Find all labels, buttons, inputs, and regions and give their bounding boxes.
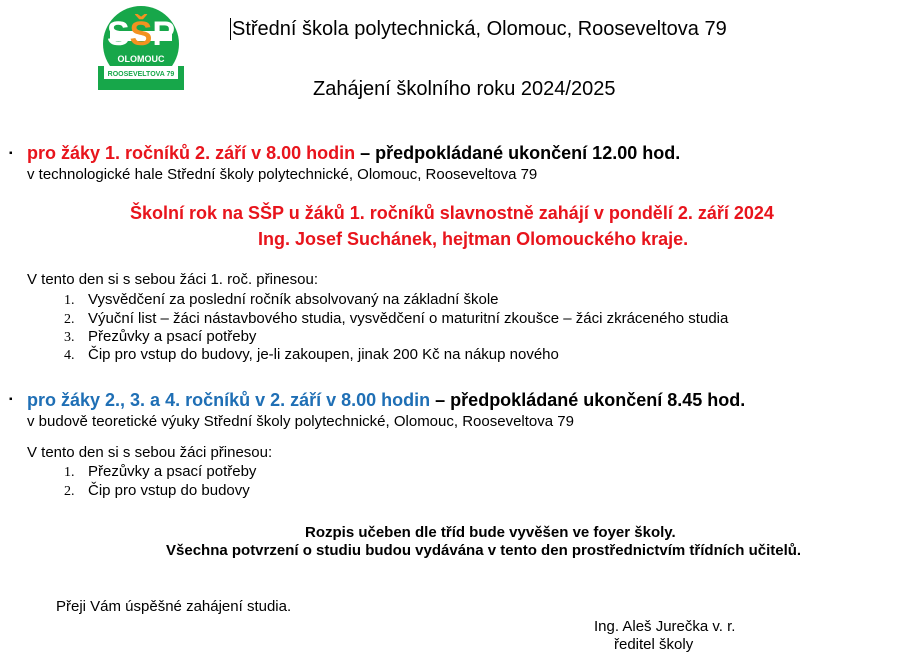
logo-street: ROOSEVELTOVA 79 — [107, 71, 175, 78]
list-number: 3. — [64, 330, 75, 345]
section1-intro: V tento den si s sebou žáci 1. roč. přinesou: — [27, 271, 318, 288]
list-number: 2. — [64, 312, 75, 327]
list-item — [64, 291, 499, 309]
list-number: 4. — [64, 348, 75, 363]
school-name: Střední škola polytechnická, Olomouc, Rooseveltova 79 — [232, 18, 727, 40]
bullet-icon: ▪ — [9, 148, 13, 159]
signature-name: Ing. Aleš Jurečka v. r. — [594, 618, 736, 635]
text-cursor — [230, 18, 231, 40]
closing-wish: Přeji Vám úspěšné zahájení studia. — [56, 598, 292, 615]
list-item — [64, 310, 728, 328]
list-number: 2. — [64, 484, 75, 499]
section1-location: v technologické hale Střední školy polytechnické, Olomouc, Rooseveltova 79 — [27, 166, 538, 183]
list-item — [64, 463, 256, 481]
signature-role: ředitel školy — [614, 636, 694, 653]
section1-end-time: – předpokládané ukončení 12.00 hod. — [355, 143, 681, 163]
list-text: Přezůvky a psací potřeby — [88, 463, 257, 480]
bullet-icon: ▪ — [9, 394, 13, 405]
list-item — [64, 482, 250, 500]
section2-intro: V tento den si s sebou žáci přinesou: — [27, 444, 273, 461]
logo-city: OLOMOUC — [117, 54, 165, 64]
note-line-2: Všechna potvrzení o studiu budou vydávána v tento den prostřednictvím třídních učitelů. — [166, 542, 802, 559]
list-text: Čip pro vstup do budovy, je-li zakoupen, jinak 200 Kč na nákup nového — [88, 346, 559, 363]
logo-letters: SŠP — [106, 15, 176, 53]
announcement-line-2: Ing. Josef Suchánek, hejtman Olomouckého kraje. — [258, 229, 689, 249]
list-text: Výuční list – žáci nástavbového studia, vysvědčení o maturitní zkoušce – žáci zkráceného studia — [88, 310, 729, 327]
announcement-line-1: Školní rok na SŠP u žáků 1. ročníků slavnostně zahájí v pondělí 2. září 2024 — [130, 203, 774, 223]
list-text: Čip pro vstup do budovy — [88, 482, 250, 499]
list-text: Přezůvky a psací potřeby — [88, 328, 257, 345]
section2-location: v budově teoretické výuky Střední školy polytechnické, Olomouc, Rooseveltova 79 — [27, 413, 574, 430]
list-number: 1. — [64, 293, 75, 308]
list-item — [64, 328, 256, 346]
section2-heading — [27, 390, 745, 411]
section1-highlight: pro žáky 1. ročníků 2. září v 8.00 hodin — [27, 143, 356, 163]
section2-highlight: pro žáky 2., 3. a 4. ročníků v 2. září v 8.00 hodin — [27, 390, 431, 410]
section2-end-time: – předpokládané ukončení 8.45 hod. — [430, 390, 746, 410]
list-text: Vysvědčení za poslední ročník absolvovaný na základní škole — [88, 291, 499, 308]
page-title: Zahájení školního roku 2024/2025 — [313, 78, 616, 100]
list-item — [64, 346, 559, 364]
school-logo — [98, 5, 184, 91]
list-number: 1. — [64, 465, 75, 480]
ssp-logo-graphic — [98, 5, 184, 91]
note-line-1: Rozpis učeben dle tříd bude vyvěšen ve foyer školy. — [305, 524, 676, 541]
section1-heading — [27, 143, 680, 164]
